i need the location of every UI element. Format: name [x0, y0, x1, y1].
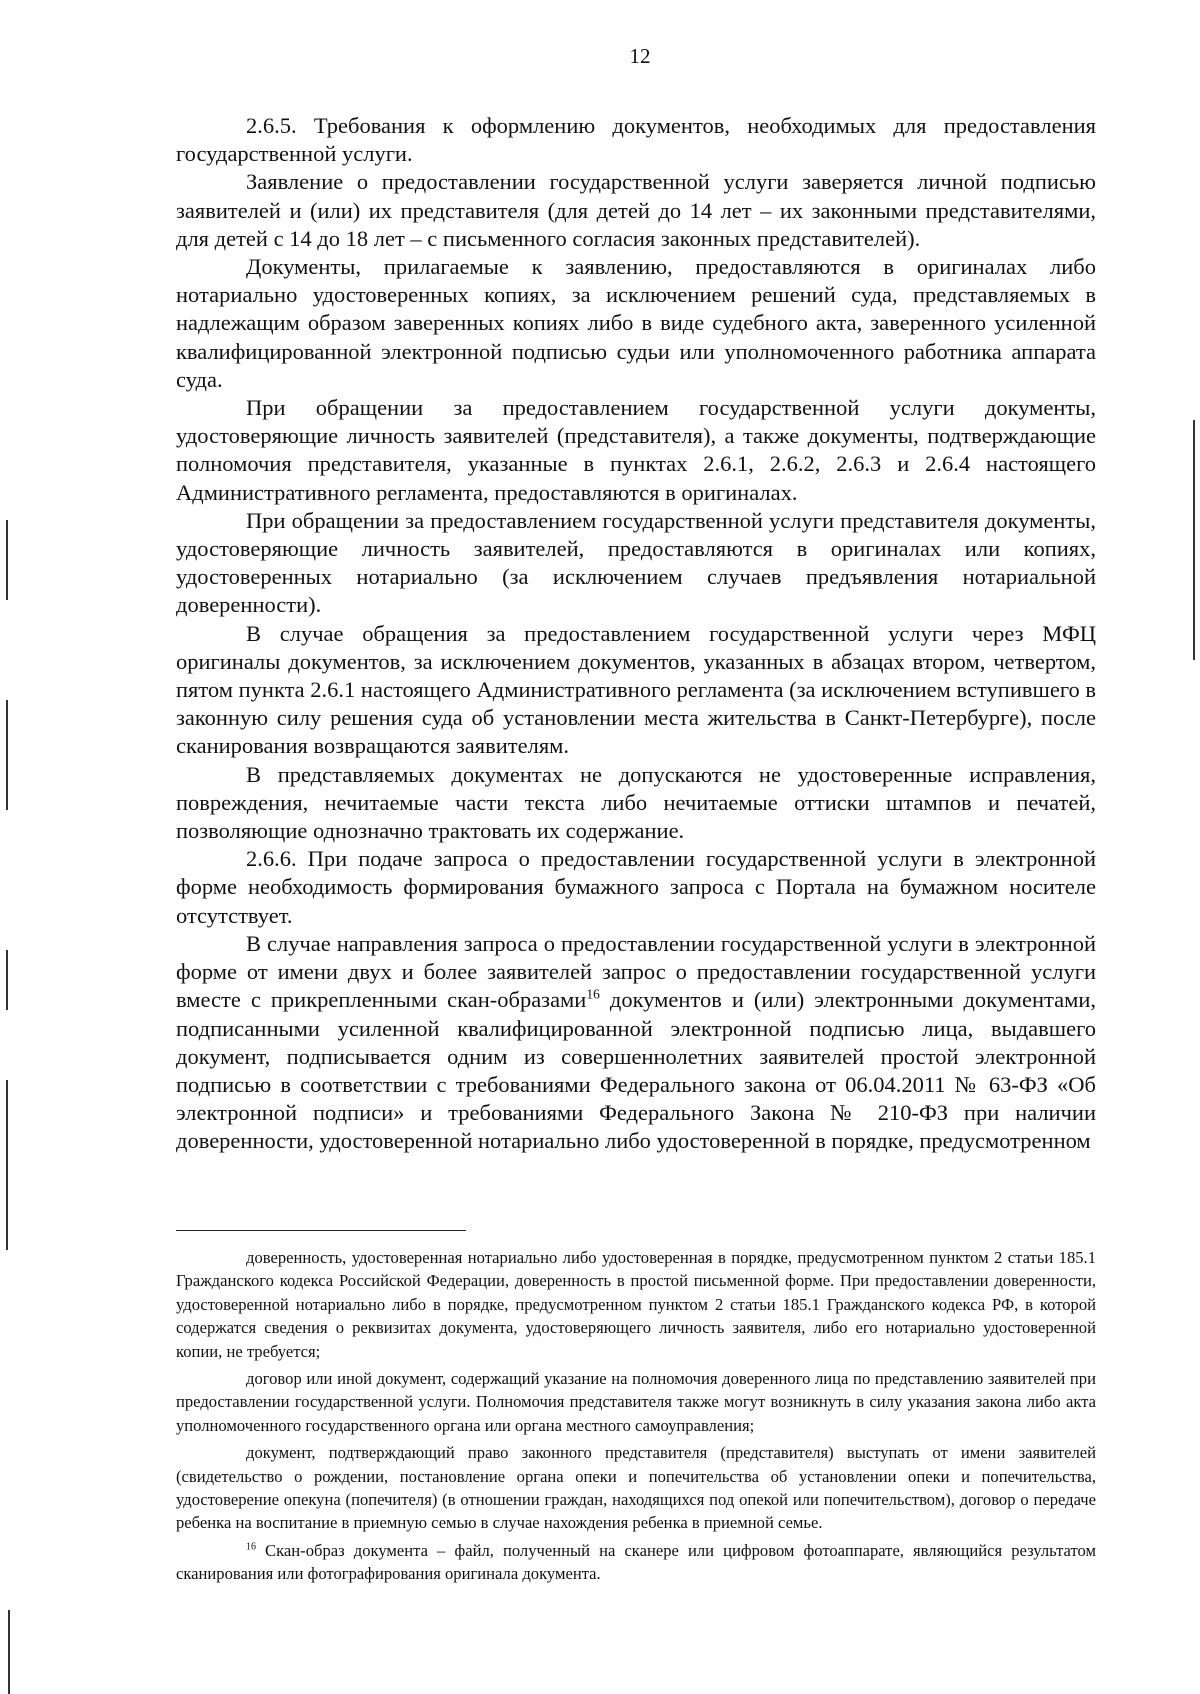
page-number: 12	[629, 44, 651, 68]
paragraph: В случае обращения за предоставлением государственной услуги через МФЦ оригиналы документов, за исключением документов, указанных в абзацах втором, четвертом, пятом пункта 2.6.1 настоящего Административного регламента (за исключением вступившего в законную силу решения суда об установлении места жительства в Санкт-Петербурге), после сканирования возвращаются заявителям.	[176, 620, 1096, 759]
main-text	[176, 112, 1096, 1156]
paragraph: При обращении за предоставлением государственной услуги документы, удостоверяющие личность заявителей (представителя), а также документы, подтверждающие полномочия представителя, указанные в пунктах 2.6.1, 2.6.2, 2.6.3 и 2.6.4 настоящего Административного регламента, предоставляются в оригиналах.	[176, 395, 1096, 505]
paragraph: При обращении за предоставлением государственной услуги представителя документы, удостоверяющие личность заявителей, предоставляются в оригиналах или копиях, удостоверенных нотариально (за исключением случаев предъявления нотариальной доверенности).	[176, 507, 1096, 618]
footnotes	[176, 1246, 1096, 1590]
scan-artifact	[6, 950, 8, 1010]
paragraph-text: В случае направления запроса о предоставлении государственной услуги в электронной форме от имени двух и более заявителей запрос о предоставлении государственной услуги вместе с прикрепленными скан-образами	[176, 930, 1096, 1013]
paragraph-with-footnote-ref	[176, 930, 1096, 1156]
footnote-continuation: документ, подтверждающий право законного представителя (представителя) выступать от имени заявителей (свидетельство о рождении, постановление органа опеки и попечительства об установлении опеки и попечительства, удостоверение опекуна (попечителя) (в отношении граждан, находящихся под опекой или попечительством), договор о передаче ребенка на воспитание в приемную семью в случае нахождения ребенка в приемной семье.	[176, 1443, 1096, 1533]
paragraph: 2.6.5. Требования к оформлению документов, необходимых для предоставления государственной услуги.	[176, 113, 1096, 167]
footnote-16	[176, 1539, 1096, 1586]
scan-artifact	[1193, 420, 1195, 660]
footnote-text: Скан-образ документа – файл, полученный на сканере или цифровом фотоаппарате, являющийся результатом сканирования или фотографирования оригинала документа.	[176, 1540, 1096, 1584]
footnote-continuation: договор или иной документ, содержащий указание на полномочия доверенного лица по представлению заявителей при предоставлении государственной услуги. Полномочия представителя также могут возникнуть в силу указания закона либо акта уполномоченного государственного органа или органа местного самоуправления;	[176, 1369, 1096, 1435]
paragraph: Документы, прилагаемые к заявлению, предоставляются в оригиналах либо нотариально удостоверенных копиях, за исключением решений суда, представляемых в надлежащим образом заверенных копиях либо в виде судебного акта, заверенного усиленной квалифицированной электронной подписью судьи или уполномоченного работника аппарата суда.	[176, 254, 1096, 392]
footnote-mark: 16	[246, 1541, 256, 1553]
footnote-separator	[176, 1230, 466, 1231]
footnote-continuation: доверенность, удостоверенная нотариально либо удостоверенная в порядке, предусмотренном пунктом 2 статьи 185.1 Гражданского кодекса Российской Федерации, доверенность в простой письменной форме. При предоставлении доверенности, удостоверенной нотариально либо в порядке, предусмотренном пунктом 2 статьи 185.1 Гражданского кодекса РФ, в которой содержатся сведения о реквизитах документа, удостоверяющего личность заявителя, либо его нотариально удостоверенной копии, не требуется;	[176, 1248, 1096, 1361]
scan-artifact	[6, 1080, 8, 1250]
paragraph: Заявление о предоставлении государственной услуги заверяется личной подписью заявителей и (или) их представителя (для детей до 14 лет – их законными представителями, для детей с 14 до 18 лет – с письменного согласия законных представителей).	[176, 169, 1096, 251]
paragraph: В представляемых документах не допускаются не удостоверенные исправления, повреждения, нечитаемые части текста либо нечитаемые оттиски штампов и печатей, позволяющие однозначно трактовать их содержание.	[176, 761, 1096, 844]
footnote-reference: 16	[586, 986, 600, 1002]
scan-artifact	[6, 700, 8, 810]
paragraph-text: документов и (или) электронными документами, подписанными усиленной квалифицированной электронной подписью лица, выдавшего документ, подписывается одним из совершеннолетних заявителей простой электронной подписью в соответствии с требованиями Федерального закона от 06.04.2011 № 63-ФЗ «Об электронной подписи» и требованиями Федерального Закона № 210-ФЗ при наличии доверенности, удостоверенной нотариально либо удостоверенной в порядке, предусмотренном	[176, 987, 1096, 1154]
scan-artifact	[8, 1610, 10, 1694]
scan-artifact	[6, 520, 8, 600]
paragraph: 2.6.6. При подаче запроса о предоставлении государственной услуги в электронной форме необходимость формирования бумажного запроса с Портала на бумажном носителе отсутствует.	[176, 846, 1096, 928]
